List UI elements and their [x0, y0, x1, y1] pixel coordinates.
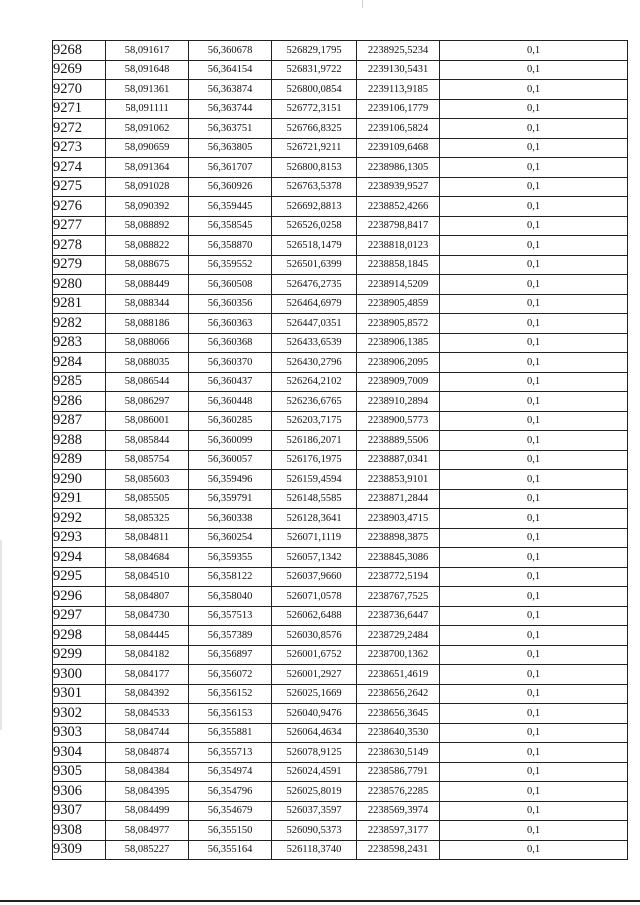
table-row [53, 743, 628, 763]
tolerance-cell: 0,1 [440, 509, 628, 529]
table-row [53, 567, 628, 587]
table-row [53, 294, 628, 314]
x-coordinate-cell: 526766,8325 [272, 119, 357, 139]
table-row [53, 99, 628, 119]
coordinates-table-body [53, 41, 628, 860]
x-coordinate-cell: 526078,9125 [272, 743, 357, 763]
tolerance-cell: 0,1 [440, 353, 628, 373]
x-coordinate-cell: 526433,6539 [272, 333, 357, 353]
point-number-cell: 9302 [53, 704, 106, 724]
point-number-cell: 9270 [53, 80, 106, 100]
y-coordinate-cell: 2238887,0341 [357, 450, 440, 470]
tolerance-cell: 0,1 [440, 821, 628, 841]
y-coordinate-cell: 2238903,4715 [357, 509, 440, 529]
x-coordinate-cell: 526030,8576 [272, 626, 357, 646]
table-row [53, 587, 628, 607]
tolerance-cell: 0,1 [440, 177, 628, 197]
y-coordinate-cell: 2239113,9185 [357, 80, 440, 100]
x-coordinate-cell: 526186,2071 [272, 431, 357, 451]
latitude-cell: 58,084977 [106, 821, 189, 841]
tolerance-cell: 0,1 [440, 743, 628, 763]
point-number-cell: 9309 [53, 840, 106, 860]
longitude-cell: 56,356072 [189, 665, 272, 685]
coordinates-table [52, 40, 628, 860]
longitude-cell: 56,355150 [189, 821, 272, 841]
point-number-cell: 9308 [53, 821, 106, 841]
longitude-cell: 56,358040 [189, 587, 272, 607]
longitude-cell: 56,356153 [189, 704, 272, 724]
y-coordinate-cell: 2238598,2431 [357, 840, 440, 860]
point-number-cell: 9299 [53, 645, 106, 665]
latitude-cell: 58,085603 [106, 470, 189, 490]
point-number-cell: 9275 [53, 177, 106, 197]
table-row [53, 548, 628, 568]
latitude-cell: 58,084811 [106, 528, 189, 548]
point-number-cell: 9276 [53, 197, 106, 217]
tolerance-cell: 0,1 [440, 119, 628, 139]
y-coordinate-cell: 2238818,0123 [357, 236, 440, 256]
longitude-cell: 56,360368 [189, 333, 272, 353]
tolerance-cell: 0,1 [440, 197, 628, 217]
point-number-cell: 9289 [53, 450, 106, 470]
longitude-cell: 56,359445 [189, 197, 272, 217]
longitude-cell: 56,363805 [189, 138, 272, 158]
x-coordinate-cell: 526159,4594 [272, 470, 357, 490]
latitude-cell: 58,084730 [106, 606, 189, 626]
tolerance-cell: 0,1 [440, 411, 628, 431]
x-coordinate-cell: 526203,7175 [272, 411, 357, 431]
point-number-cell: 9281 [53, 294, 106, 314]
y-coordinate-cell: 2238889,5506 [357, 431, 440, 451]
point-number-cell: 9304 [53, 743, 106, 763]
point-number-cell: 9268 [53, 41, 106, 61]
point-number-cell: 9307 [53, 801, 106, 821]
tolerance-cell: 0,1 [440, 723, 628, 743]
latitude-cell: 58,091648 [106, 60, 189, 80]
latitude-cell: 58,088344 [106, 294, 189, 314]
table-row [53, 509, 628, 529]
point-number-cell: 9278 [53, 236, 106, 256]
longitude-cell: 56,360437 [189, 372, 272, 392]
latitude-cell: 58,084807 [106, 587, 189, 607]
latitude-cell: 58,084744 [106, 723, 189, 743]
y-coordinate-cell: 2238905,4859 [357, 294, 440, 314]
point-number-cell: 9277 [53, 216, 106, 236]
page-bottom-rule [0, 900, 640, 902]
latitude-cell: 58,088449 [106, 275, 189, 295]
x-coordinate-cell: 526176,1975 [272, 450, 357, 470]
latitude-cell: 58,084392 [106, 684, 189, 704]
table-row [53, 645, 628, 665]
longitude-cell: 56,360678 [189, 41, 272, 61]
longitude-cell: 56,356152 [189, 684, 272, 704]
x-coordinate-cell: 526057,1342 [272, 548, 357, 568]
point-number-cell: 9286 [53, 392, 106, 412]
latitude-cell: 58,084384 [106, 762, 189, 782]
x-coordinate-cell: 526721,9211 [272, 138, 357, 158]
y-coordinate-cell: 2238576,2285 [357, 782, 440, 802]
table-row [53, 704, 628, 724]
x-coordinate-cell: 526692,8813 [272, 197, 357, 217]
table-row [53, 177, 628, 197]
latitude-cell: 58,084182 [106, 645, 189, 665]
x-coordinate-cell: 526128,3641 [272, 509, 357, 529]
latitude-cell: 58,084684 [106, 548, 189, 568]
longitude-cell: 56,358545 [189, 216, 272, 236]
longitude-cell: 56,360363 [189, 314, 272, 334]
tolerance-cell: 0,1 [440, 450, 628, 470]
table-row [53, 80, 628, 100]
x-coordinate-cell: 526430,2796 [272, 353, 357, 373]
longitude-cell: 56,359496 [189, 470, 272, 490]
x-coordinate-cell: 526476,2735 [272, 275, 357, 295]
x-coordinate-cell: 526772,3151 [272, 99, 357, 119]
latitude-cell: 58,088066 [106, 333, 189, 353]
table-row [53, 158, 628, 178]
y-coordinate-cell: 2239106,5824 [357, 119, 440, 139]
latitude-cell: 58,088035 [106, 353, 189, 373]
longitude-cell: 56,360508 [189, 275, 272, 295]
longitude-cell: 56,360285 [189, 411, 272, 431]
scan-mark-left [0, 540, 2, 730]
longitude-cell: 56,363744 [189, 99, 272, 119]
tolerance-cell: 0,1 [440, 41, 628, 61]
point-number-cell: 9285 [53, 372, 106, 392]
point-number-cell: 9269 [53, 60, 106, 80]
table-row [53, 353, 628, 373]
x-coordinate-cell: 526763,5378 [272, 177, 357, 197]
tolerance-cell: 0,1 [440, 528, 628, 548]
tolerance-cell: 0,1 [440, 704, 628, 724]
latitude-cell: 58,084533 [106, 704, 189, 724]
table-row [53, 762, 628, 782]
latitude-cell: 58,085325 [106, 509, 189, 529]
tolerance-cell: 0,1 [440, 138, 628, 158]
longitude-cell: 56,354974 [189, 762, 272, 782]
y-coordinate-cell: 2238656,3645 [357, 704, 440, 724]
table-row [53, 372, 628, 392]
point-number-cell: 9282 [53, 314, 106, 334]
point-number-cell: 9288 [53, 431, 106, 451]
x-coordinate-cell: 526001,6752 [272, 645, 357, 665]
latitude-cell: 58,088822 [106, 236, 189, 256]
y-coordinate-cell: 2238905,8572 [357, 314, 440, 334]
table-row [53, 411, 628, 431]
y-coordinate-cell: 2238569,3974 [357, 801, 440, 821]
latitude-cell: 58,085844 [106, 431, 189, 451]
x-coordinate-cell: 526071,0578 [272, 587, 357, 607]
y-coordinate-cell: 2238898,3875 [357, 528, 440, 548]
longitude-cell: 56,363874 [189, 80, 272, 100]
tolerance-cell: 0,1 [440, 236, 628, 256]
x-coordinate-cell: 526024,4591 [272, 762, 357, 782]
longitude-cell: 56,357389 [189, 626, 272, 646]
y-coordinate-cell: 2238909,7009 [357, 372, 440, 392]
y-coordinate-cell: 2238845,3086 [357, 548, 440, 568]
x-coordinate-cell: 526064,4634 [272, 723, 357, 743]
y-coordinate-cell: 2238700,1362 [357, 645, 440, 665]
longitude-cell: 56,355164 [189, 840, 272, 860]
point-number-cell: 9290 [53, 470, 106, 490]
tolerance-cell: 0,1 [440, 392, 628, 412]
latitude-cell: 58,085227 [106, 840, 189, 860]
x-coordinate-cell: 526118,3740 [272, 840, 357, 860]
longitude-cell: 56,361707 [189, 158, 272, 178]
longitude-cell: 56,359791 [189, 489, 272, 509]
x-coordinate-cell: 526148,5585 [272, 489, 357, 509]
table-row [53, 314, 628, 334]
point-number-cell: 9287 [53, 411, 106, 431]
latitude-cell: 58,091111 [106, 99, 189, 119]
tolerance-cell: 0,1 [440, 489, 628, 509]
tolerance-cell: 0,1 [440, 762, 628, 782]
x-coordinate-cell: 526025,1669 [272, 684, 357, 704]
longitude-cell: 56,355881 [189, 723, 272, 743]
longitude-cell: 56,358870 [189, 236, 272, 256]
table-row [53, 801, 628, 821]
tolerance-cell: 0,1 [440, 275, 628, 295]
x-coordinate-cell: 526800,8153 [272, 158, 357, 178]
scan-mark-top [362, 0, 363, 8]
point-number-cell: 9297 [53, 606, 106, 626]
x-coordinate-cell: 526037,9660 [272, 567, 357, 587]
latitude-cell: 58,088892 [106, 216, 189, 236]
longitude-cell: 56,356897 [189, 645, 272, 665]
latitude-cell: 58,085754 [106, 450, 189, 470]
table-row [53, 236, 628, 256]
longitude-cell: 56,360926 [189, 177, 272, 197]
table-row [53, 41, 628, 61]
y-coordinate-cell: 2238900,5773 [357, 411, 440, 431]
x-coordinate-cell: 526001,2927 [272, 665, 357, 685]
latitude-cell: 58,084395 [106, 782, 189, 802]
point-number-cell: 9306 [53, 782, 106, 802]
y-coordinate-cell: 2238852,4266 [357, 197, 440, 217]
y-coordinate-cell: 2238871,2844 [357, 489, 440, 509]
point-number-cell: 9284 [53, 353, 106, 373]
y-coordinate-cell: 2238640,3530 [357, 723, 440, 743]
table-row [53, 528, 628, 548]
longitude-cell: 56,360099 [189, 431, 272, 451]
point-number-cell: 9280 [53, 275, 106, 295]
y-coordinate-cell: 2238772,5194 [357, 567, 440, 587]
table-row [53, 470, 628, 490]
y-coordinate-cell: 2238986,1305 [357, 158, 440, 178]
table-row [53, 60, 628, 80]
x-coordinate-cell: 526447,0351 [272, 314, 357, 334]
tolerance-cell: 0,1 [440, 684, 628, 704]
point-number-cell: 9273 [53, 138, 106, 158]
longitude-cell: 56,359355 [189, 548, 272, 568]
x-coordinate-cell: 526831,9722 [272, 60, 357, 80]
longitude-cell: 56,359552 [189, 255, 272, 275]
y-coordinate-cell: 2238798,8417 [357, 216, 440, 236]
latitude-cell: 58,091361 [106, 80, 189, 100]
y-coordinate-cell: 2238906,1385 [357, 333, 440, 353]
longitude-cell: 56,364154 [189, 60, 272, 80]
longitude-cell: 56,363751 [189, 119, 272, 139]
point-number-cell: 9301 [53, 684, 106, 704]
x-coordinate-cell: 526071,1119 [272, 528, 357, 548]
tolerance-cell: 0,1 [440, 314, 628, 334]
latitude-cell: 58,084177 [106, 665, 189, 685]
y-coordinate-cell: 2239109,6468 [357, 138, 440, 158]
x-coordinate-cell: 526037,3597 [272, 801, 357, 821]
table-row [53, 821, 628, 841]
y-coordinate-cell: 2238586,7791 [357, 762, 440, 782]
latitude-cell: 58,084499 [106, 801, 189, 821]
y-coordinate-cell: 2238597,3177 [357, 821, 440, 841]
x-coordinate-cell: 526040,9476 [272, 704, 357, 724]
x-coordinate-cell: 526025,8019 [272, 782, 357, 802]
point-number-cell: 9271 [53, 99, 106, 119]
point-number-cell: 9293 [53, 528, 106, 548]
tolerance-cell: 0,1 [440, 99, 628, 119]
point-number-cell: 9296 [53, 587, 106, 607]
x-coordinate-cell: 526464,6979 [272, 294, 357, 314]
y-coordinate-cell: 2238906,2095 [357, 353, 440, 373]
latitude-cell: 58,088675 [106, 255, 189, 275]
table-row [53, 840, 628, 860]
latitude-cell: 58,086544 [106, 372, 189, 392]
tolerance-cell: 0,1 [440, 60, 628, 80]
x-coordinate-cell: 526501,6399 [272, 255, 357, 275]
table-row [53, 723, 628, 743]
tolerance-cell: 0,1 [440, 158, 628, 178]
latitude-cell: 58,090392 [106, 197, 189, 217]
point-number-cell: 9283 [53, 333, 106, 353]
x-coordinate-cell: 526062,6488 [272, 606, 357, 626]
tolerance-cell: 0,1 [440, 567, 628, 587]
y-coordinate-cell: 2238910,2894 [357, 392, 440, 412]
latitude-cell: 58,086297 [106, 392, 189, 412]
table-row [53, 665, 628, 685]
table-row [53, 197, 628, 217]
longitude-cell: 56,360448 [189, 392, 272, 412]
point-number-cell: 9291 [53, 489, 106, 509]
y-coordinate-cell: 2238914,5209 [357, 275, 440, 295]
point-number-cell: 9294 [53, 548, 106, 568]
point-number-cell: 9303 [53, 723, 106, 743]
y-coordinate-cell: 2238858,1845 [357, 255, 440, 275]
latitude-cell: 58,085505 [106, 489, 189, 509]
table-row [53, 431, 628, 451]
longitude-cell: 56,354679 [189, 801, 272, 821]
table-row [53, 782, 628, 802]
longitude-cell: 56,354796 [189, 782, 272, 802]
point-number-cell: 9300 [53, 665, 106, 685]
table-row [53, 216, 628, 236]
tolerance-cell: 0,1 [440, 782, 628, 802]
latitude-cell: 58,091617 [106, 41, 189, 61]
tolerance-cell: 0,1 [440, 294, 628, 314]
y-coordinate-cell: 2238656,2642 [357, 684, 440, 704]
tolerance-cell: 0,1 [440, 587, 628, 607]
tolerance-cell: 0,1 [440, 606, 628, 626]
point-number-cell: 9305 [53, 762, 106, 782]
latitude-cell: 58,091028 [106, 177, 189, 197]
point-number-cell: 9274 [53, 158, 106, 178]
y-coordinate-cell: 2239130,5431 [357, 60, 440, 80]
tolerance-cell: 0,1 [440, 255, 628, 275]
tolerance-cell: 0,1 [440, 840, 628, 860]
y-coordinate-cell: 2238651,4619 [357, 665, 440, 685]
tolerance-cell: 0,1 [440, 333, 628, 353]
latitude-cell: 58,084874 [106, 743, 189, 763]
table-row [53, 684, 628, 704]
tolerance-cell: 0,1 [440, 470, 628, 490]
table-row [53, 119, 628, 139]
y-coordinate-cell: 2238939,9527 [357, 177, 440, 197]
table-row [53, 333, 628, 353]
x-coordinate-cell: 526090,5373 [272, 821, 357, 841]
x-coordinate-cell: 526518,1479 [272, 236, 357, 256]
y-coordinate-cell: 2239106,1779 [357, 99, 440, 119]
latitude-cell: 58,090659 [106, 138, 189, 158]
tolerance-cell: 0,1 [440, 645, 628, 665]
point-number-cell: 9279 [53, 255, 106, 275]
table-row [53, 489, 628, 509]
tolerance-cell: 0,1 [440, 216, 628, 236]
tolerance-cell: 0,1 [440, 431, 628, 451]
point-number-cell: 9298 [53, 626, 106, 646]
tolerance-cell: 0,1 [440, 548, 628, 568]
latitude-cell: 58,086001 [106, 411, 189, 431]
table-row [53, 275, 628, 295]
y-coordinate-cell: 2238925,5234 [357, 41, 440, 61]
y-coordinate-cell: 2238729,2484 [357, 626, 440, 646]
longitude-cell: 56,360338 [189, 509, 272, 529]
latitude-cell: 58,088186 [106, 314, 189, 334]
x-coordinate-cell: 526829,1795 [272, 41, 357, 61]
x-coordinate-cell: 526264,2102 [272, 372, 357, 392]
longitude-cell: 56,360370 [189, 353, 272, 373]
point-number-cell: 9272 [53, 119, 106, 139]
longitude-cell: 56,357513 [189, 606, 272, 626]
longitude-cell: 56,358122 [189, 567, 272, 587]
tolerance-cell: 0,1 [440, 626, 628, 646]
table-row [53, 255, 628, 275]
point-number-cell: 9295 [53, 567, 106, 587]
tolerance-cell: 0,1 [440, 801, 628, 821]
latitude-cell: 58,084510 [106, 567, 189, 587]
latitude-cell: 58,091364 [106, 158, 189, 178]
tolerance-cell: 0,1 [440, 372, 628, 392]
tolerance-cell: 0,1 [440, 80, 628, 100]
point-number-cell: 9292 [53, 509, 106, 529]
x-coordinate-cell: 526800,0854 [272, 80, 357, 100]
table-row [53, 606, 628, 626]
longitude-cell: 56,360057 [189, 450, 272, 470]
table-row [53, 392, 628, 412]
table-row [53, 138, 628, 158]
longitude-cell: 56,355713 [189, 743, 272, 763]
y-coordinate-cell: 2238736,6447 [357, 606, 440, 626]
y-coordinate-cell: 2238767,7525 [357, 587, 440, 607]
tolerance-cell: 0,1 [440, 665, 628, 685]
latitude-cell: 58,084445 [106, 626, 189, 646]
table-row [53, 626, 628, 646]
latitude-cell: 58,091062 [106, 119, 189, 139]
x-coordinate-cell: 526526,0258 [272, 216, 357, 236]
x-coordinate-cell: 526236,6765 [272, 392, 357, 412]
table-row [53, 450, 628, 470]
longitude-cell: 56,360254 [189, 528, 272, 548]
y-coordinate-cell: 2238853,9101 [357, 470, 440, 490]
y-coordinate-cell: 2238630,5149 [357, 743, 440, 763]
longitude-cell: 56,360356 [189, 294, 272, 314]
